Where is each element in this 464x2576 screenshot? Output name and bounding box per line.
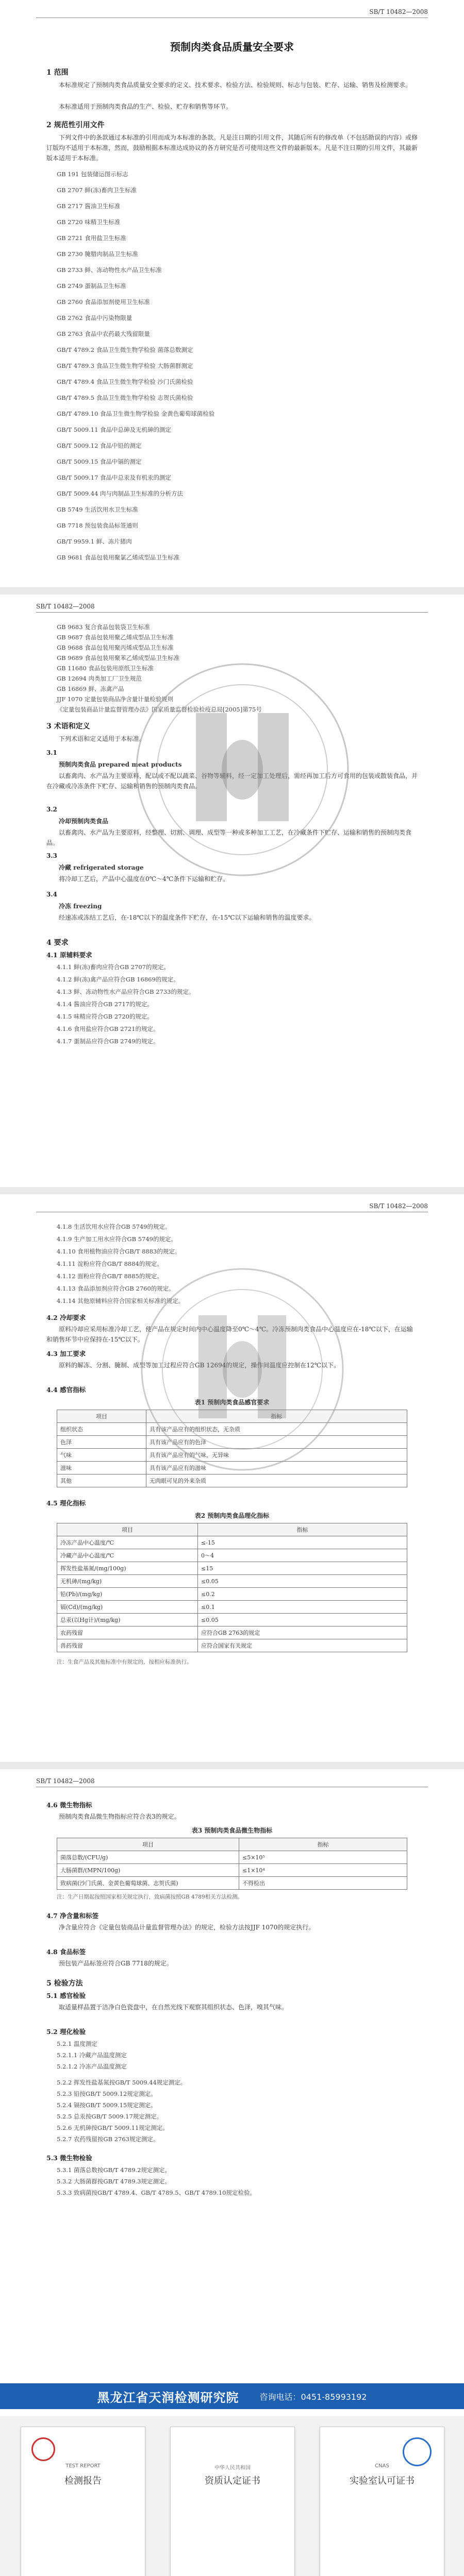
table-cell: 大肠菌群/(MPN/100g) [57, 1864, 239, 1877]
list-item: 4.1.7 蛋制品应符合GB 2749的规定。 [57, 1038, 159, 1045]
table-cell: ≤15 [198, 1562, 407, 1575]
list-item: GB/T 4789.4 食品卫生微生物学检验 沙门氏菌检验 [57, 378, 193, 385]
list-item: 4.1.3 鲜、冻动物性水产品应符合GB 2733的规定。 [57, 988, 195, 995]
subsection-heading: 4.8 食品标签 [46, 1948, 86, 1956]
list-item: 4.1.9 生产加工用水应符合GB 5749的规定。 [57, 1235, 177, 1243]
list-item: GB/T 4789.3 食品卫生微生物学检验 大肠菌群测定 [57, 362, 193, 369]
clause-number: 3.2 [46, 806, 57, 813]
subsection-heading: 4.4 感官指标 [46, 1386, 86, 1394]
clause: 5.2.1.1 冷藏产品温度测定 [57, 2052, 127, 2059]
table-row [57, 1575, 407, 1588]
paragraph: 下列术语和定义适用于本标准。 [59, 735, 146, 742]
table-cell: 总汞(以Hg计)/(mg/kg) [57, 1614, 198, 1626]
list-item: 4.1.4 酱油应符合GB 2717的规定。 [57, 1001, 153, 1008]
subsection-heading: 4.3 加工要求 [46, 1350, 86, 1358]
table-cell: ≤0.2 [198, 1588, 407, 1601]
contact-banner [0, 2383, 464, 2409]
table-cell: 致病菌(沙门氏菌、金黄色葡萄球菌、志贺氏菌) [57, 1877, 239, 1890]
table-cell: 冷藏产品中心温度/℃ [57, 1549, 198, 1562]
list-item: GB 2763 食品中农药最大残留限量 [57, 330, 150, 337]
list-item: GB/T 4789.5 食品卫生微生物学检验 志贺氏菌检验 [57, 394, 193, 401]
list-item: GB 9689 食品包装用聚苯乙烯成型品卫生标准 [57, 654, 180, 662]
certificate-gallery [0, 2416, 464, 2576]
list-item: 4.1.12 面粉应符合GB/T 8885的规定。 [57, 1273, 163, 1280]
table-cell: 兽药残留 [57, 1639, 198, 1652]
subsection-heading: 4.2 冷却要求 [46, 1314, 86, 1321]
table-row [57, 1588, 407, 1601]
list-item: 4.1.11 淀粉应符合GB/T 8884的规定。 [57, 1260, 163, 1267]
page-3 [0, 1194, 464, 1762]
table-row [57, 1562, 407, 1575]
list-item: GB 11680 食品包装用原纸卫生标准 [57, 665, 154, 672]
list-item: GB 9681 食品包装用聚氯乙烯成型品卫生标准 [57, 554, 180, 561]
table-cell: 滋味 [57, 1462, 146, 1475]
header-rule [36, 612, 428, 613]
list-item: GB 12694 肉类加工厂卫生规范 [57, 675, 142, 682]
table-row [57, 1639, 407, 1652]
list-item: GB 191 包装储运图示标志 [57, 171, 128, 178]
table-row [57, 1851, 407, 1864]
page-gap [0, 587, 464, 595]
table-header: 指标 [146, 1410, 407, 1423]
paragraph: 原料的解冻、分割、腌制、成型等加工过程应符合GB 12694的规定，操作间温度应控制在12℃以下。 [59, 1362, 340, 1369]
certificate-lab[interactable] [320, 2427, 444, 2576]
table-cell: 农药残留 [57, 1626, 198, 1639]
certificate-subtitle: CNAS [375, 2463, 389, 2469]
paragraph: 取适量样品置于洁净白色瓷盘中，在自然光线下观察其组织状态、色泽，嗅其气味。 [59, 2004, 288, 2011]
clause: 5.2.1 温度测定 [57, 2040, 97, 2047]
physicochemical-table [57, 1523, 407, 1652]
section-heading: 4 要求 [46, 939, 69, 947]
certificate-title: 检测报告 [64, 2476, 102, 2486]
table-cell: ≤5×10⁵ [239, 1851, 407, 1864]
table-cell: 具有该产品应有的色泽 [146, 1436, 407, 1449]
table-caption: 表2 预制肉类食品理化指标 [194, 1512, 270, 1519]
term: 冷藏 refrigerated storage [59, 864, 144, 871]
page-header-code: SB/T 10482—2008 [369, 8, 428, 15]
certificate-accreditation[interactable] [170, 2427, 295, 2576]
list-item: 4.1.14 其他原辅料应符合国家相关标准的规定。 [57, 1297, 185, 1304]
subsection-heading: 5.1 感官检验 [46, 1992, 86, 1999]
section-heading: 3 术语和定义 [46, 722, 90, 731]
clause-number: 3.1 [46, 749, 57, 756]
term: 冷冻 freezing [59, 903, 102, 910]
table-row [57, 1436, 407, 1449]
subsection-heading: 4.6 微生物指标 [46, 1801, 92, 1809]
certificate-title: 实验室认可证书 [350, 2476, 415, 2486]
table-row [57, 1877, 407, 1890]
list-item: 《定量包装商品计量监督管理办法》国家质量监督检验检疫总局[2005]第75号 [57, 706, 262, 713]
page-2 [0, 595, 464, 1187]
list-item: GB/T 4789.10 食品卫生微生物学检验 金黄色葡萄球菌检验 [57, 410, 215, 417]
table-cell: ≤-15 [198, 1536, 407, 1549]
paragraph: 原料冷却应采用标准冷却工艺，使产品在规定时间内中心温度降至0℃～4℃。冷冻预制肉类食品中心温度应在-18℃以下，在运输和销售环节中应保持在-15℃以下。 [46, 1326, 413, 1343]
certificate-subtitle: 中华人民共和国 [214, 2465, 251, 2471]
table-row [57, 1601, 407, 1614]
list-item: JJF 1070 定量包装商品净含量计量检验规则 [57, 696, 174, 703]
cnas-logo-icon [403, 2437, 432, 2466]
table-cell: 冷冻产品中心温度/℃ [57, 1536, 198, 1549]
table-caption: 表1 预制肉类食品感官要求 [194, 1399, 270, 1406]
table-cell: 0～4 [198, 1549, 407, 1562]
certificate-subtitle: TEST REPORT [65, 2463, 101, 2469]
table-cell: 无机砷/(mg/kg) [57, 1575, 198, 1588]
term: 冷却预制肉类食品 [59, 818, 109, 825]
clause: 5.2.5 总汞按GB/T 5009.17规定测定。 [57, 2113, 163, 2120]
term: 预制肉类食品 prepared meat products [59, 761, 182, 768]
list-item: GB 16869 鲜、冻禽产品 [57, 685, 124, 692]
microbiology-table [57, 1838, 407, 1890]
clause: 5.3.1 菌落总数按GB/T 4789.2规定测定。 [57, 2166, 171, 2174]
table-header: 项目 [57, 1838, 239, 1851]
table-cell: 气味 [57, 1449, 146, 1462]
cma-logo-icon [31, 2437, 55, 2461]
list-item: GB/T 9959.1 鲜、冻片猪肉 [57, 538, 132, 545]
list-item: GB 2733 鲜、冻动物性水产品卫生标准 [57, 266, 162, 274]
table-row [57, 1536, 407, 1549]
list-item: GB/T 5009.12 食品中铅的测定 [57, 442, 142, 449]
certificate-title: 资质认定证书 [205, 2476, 260, 2486]
list-item: GB 2762 食品中污染物限量 [57, 314, 132, 321]
paragraph: 本标准适用于预制肉类食品的生产、检验、贮存和销售等环节。 [59, 103, 233, 110]
table-cell: 镉(Cd)/(mg/kg) [57, 1601, 198, 1614]
list-item: 4.1.2 鲜(冻)禽产品应符合GB 16869的规定。 [57, 976, 179, 983]
table-row [57, 1475, 407, 1487]
list-item: GB 9688 食品包装用聚丙烯成型品卫生标准 [57, 644, 174, 651]
clause-number: 3.4 [46, 891, 57, 898]
list-item: GB/T 4789.2 食品卫生微生物学检验 菌落总数测定 [57, 346, 193, 353]
table-cell: 色泽 [57, 1436, 146, 1449]
organization-name: 黑龙江省天润检测研究院 [97, 2390, 239, 2405]
list-item: GB/T 5009.44 肉与肉制品卫生标准的分析方法 [57, 490, 184, 497]
paragraph: 本标准规定了预制肉类食品质量安全要求的定义、技术要求、检验方法、检验规则、标志与包装、贮存、运输、销售及检测要求。 [59, 81, 412, 89]
list-item: GB/T 5009.17 食品中总汞及有机汞的测定 [57, 474, 172, 481]
page-gap [0, 1187, 464, 1194]
table-note: 注：生食产品及其他标准中有规定的，按相应标准执行。 [57, 1659, 192, 1665]
table-row [57, 1423, 407, 1436]
clause: 5.3.2 大肠菌群按GB/T 4789.3规定测定。 [57, 2178, 171, 2185]
clause: 5.2.3 铅按GB/T 5009.12规定测定。 [57, 2090, 157, 2097]
table-row [57, 1449, 407, 1462]
subsection-heading: 4.5 理化指标 [46, 1499, 86, 1507]
list-item: GB 2730 腌腊肉制品卫生标准 [57, 250, 138, 258]
table-cell: 其他 [57, 1475, 146, 1487]
list-item: GB 9683 复合食品包装袋卫生标准 [57, 623, 150, 631]
list-item: GB/T 5009.15 食品中镉的测定 [57, 458, 142, 465]
table-cell: ≤0.05 [198, 1614, 407, 1626]
paragraph: 预制肉类食品微生物指标应符合表3的规定。 [59, 1813, 180, 1820]
section-heading: 2 规范性引用文件 [46, 121, 105, 129]
list-item: GB 2760 食品添加剂使用卫生标准 [57, 298, 150, 306]
definition: 以畜禽肉、水产品为主要原料，经整理、切割、调理、成型等一种或多种加工工艺，在冷藏条件下贮存、运输和销售的预制肉类食品。 [46, 829, 412, 846]
definition: 将冷却工艺后，产品中心温度在0℃～4℃条件下运输和贮存。 [59, 875, 229, 883]
list-item: 4.1.1 鲜(冻)畜肉应符合GB 2707的规定。 [57, 963, 170, 971]
clause: 5.2.7 农药残留按GB 2763规定测定。 [57, 2136, 159, 2143]
table-cell: 应符合GB 2763的规定 [198, 1626, 407, 1639]
list-item: GB 2707 鲜(冻)畜肉卫生标准 [57, 187, 137, 194]
subsection-heading: 5.2 理化检验 [46, 2028, 86, 2036]
table-header: 项目 [57, 1410, 146, 1423]
page-4 [0, 1769, 464, 2383]
list-item: GB 7718 预包装食品标签通则 [57, 522, 138, 529]
list-item: 4.1.8 生活饮用水应符合GB 5749的规定。 [57, 1223, 171, 1230]
table-header: 指标 [239, 1838, 407, 1851]
table-cell: 挥发性盐基氮/(mg/100g) [57, 1562, 198, 1575]
page-header-code: SB/T 10482—2008 [36, 1777, 95, 1785]
list-item: GB 2749 蛋制品卫生标准 [57, 282, 126, 290]
table-cell: ≤1×10⁴ [239, 1864, 407, 1877]
list-item: 4.1.6 食用盐应符合GB 2721的规定。 [57, 1025, 159, 1032]
page-1 [0, 0, 464, 587]
paragraph: 下列文件中的条款通过本标准的引用而成为本标准的条款。凡是注日期的引用文件，其随后所有的修改单（不包括勘误的内容）或修订版均不适用于本标准，然而，鼓励根据本标准达成协议的各方研究是否可使用这些文件的最新版本。凡是不注日期的引用文件，其最新版本适用于本标准。 [46, 134, 418, 162]
table-cell: 具有该产品应有的气味，无异味 [146, 1449, 407, 1462]
paragraph: 预包装产品标签应符合GB 7718的规定。 [59, 1960, 173, 1967]
list-item: GB 9687 食品包装用聚乙烯成型品卫生标准 [57, 634, 174, 641]
list-item: GB/T 5009.11 食品中总砷及无机砷的测定 [57, 426, 172, 433]
definition: 经速冻或冻结工艺后，在-18℃以下的温度条件下贮存，在-15℃以下运输和销售的温度要求。 [59, 914, 316, 921]
table-caption: 表3 预制肉类食品微生物指标 [191, 1827, 273, 1834]
clause-number: 3.3 [46, 852, 57, 859]
page-gap [0, 1762, 464, 1769]
list-item: 4.1.13 食品添加剂应符合GB 2760的规定。 [57, 1285, 175, 1292]
list-item: 4.1.5 味精应符合GB 2720的规定。 [57, 1013, 153, 1020]
table-cell: ≤0.05 [198, 1575, 407, 1588]
table-cell: 无肉眼可见的外来杂质 [146, 1475, 407, 1487]
table-header: 项目 [57, 1523, 198, 1536]
clause: 5.2.2 挥发性盐基氮按GB/T 5009.44规定测定。 [57, 2079, 187, 2086]
table-row [57, 1462, 407, 1475]
list-item: GB 5749 生活饮用水卫生标准 [57, 506, 138, 513]
list-item: GB 2721 食用盐卫生标准 [57, 234, 126, 242]
list-item: GB 2717 酱油卫生标准 [57, 202, 121, 210]
watermark-seal-icon [129, 656, 356, 883]
subsection-heading: 5.3 微生物检验 [46, 2154, 92, 2162]
clause: 5.2.1.2 冷冻产品温度测定 [57, 2063, 127, 2070]
page-header-code: SB/T 10482—2008 [36, 603, 95, 610]
table-row [57, 1549, 407, 1562]
subsection-heading: 4.7 净含量和标签 [46, 1912, 99, 1920]
list-item: GB 2720 味精卫生标准 [57, 218, 121, 226]
table-cell: 具有该产品应有的组织状态，无杂质 [146, 1423, 407, 1436]
sensory-table [57, 1410, 407, 1487]
table-note: 注：生产日期起按照国家相关规定执行，致病菌按照GB 4789相关方法检测。 [57, 1894, 243, 1900]
section-heading: 1 范围 [46, 69, 69, 77]
table-cell: 具有该产品应有的滋味 [146, 1462, 407, 1475]
table-cell: 铅(Pb)/(mg/kg) [57, 1588, 198, 1601]
list-item: 4.1.10 食用植物油应符合GB/T 8883的规定。 [57, 1248, 181, 1255]
subsection-heading: 4.1 原辅料要求 [46, 951, 92, 959]
page-title: 预制肉类食品质量安全要求 [170, 41, 294, 53]
phone-number: 咨询电话：0451-85993192 [259, 2392, 367, 2402]
table-cell: 应符合国家有关规定 [198, 1639, 407, 1652]
paragraph: 净含量应符合《定量包装商品计量监督管理办法》的规定，检验方法按JJF 1070的规定执行。 [59, 1924, 315, 1931]
table-header: 指标 [198, 1523, 407, 1536]
table-row [57, 1614, 407, 1626]
certificate-test-report[interactable] [21, 2427, 145, 2576]
table-cell: ≤0.1 [198, 1601, 407, 1614]
definition: 以畜禽肉、水产品为主要原料，配以或不配以蔬菜、谷物等辅料，经一定加工处理后，需经再加工后方可食用的包装或散装食品，并在冷藏或冷冻条件下贮存、运输和销售的预制肉类食品。 [46, 772, 418, 790]
clause: 5.3.3 致病菌按GB/T 4789.4、GB/T 4789.5、GB/T 4789.10规定检验。 [57, 2189, 256, 2196]
table-cell: 组织状态 [57, 1423, 146, 1436]
table-row [57, 1626, 407, 1639]
page-header-code: SB/T 10482—2008 [369, 1202, 428, 1210]
table-cell: 菌落总数/(CFU/g) [57, 1851, 239, 1864]
clause: 5.2.6 无机砷按GB/T 5009.11规定测定。 [57, 2124, 169, 2131]
section-heading: 5 检验方法 [46, 1979, 83, 1988]
table-cell: 不得检出 [239, 1877, 407, 1890]
table-row [57, 1864, 407, 1877]
clause: 5.2.4 镉按GB/T 5009.15规定测定。 [57, 2102, 157, 2109]
